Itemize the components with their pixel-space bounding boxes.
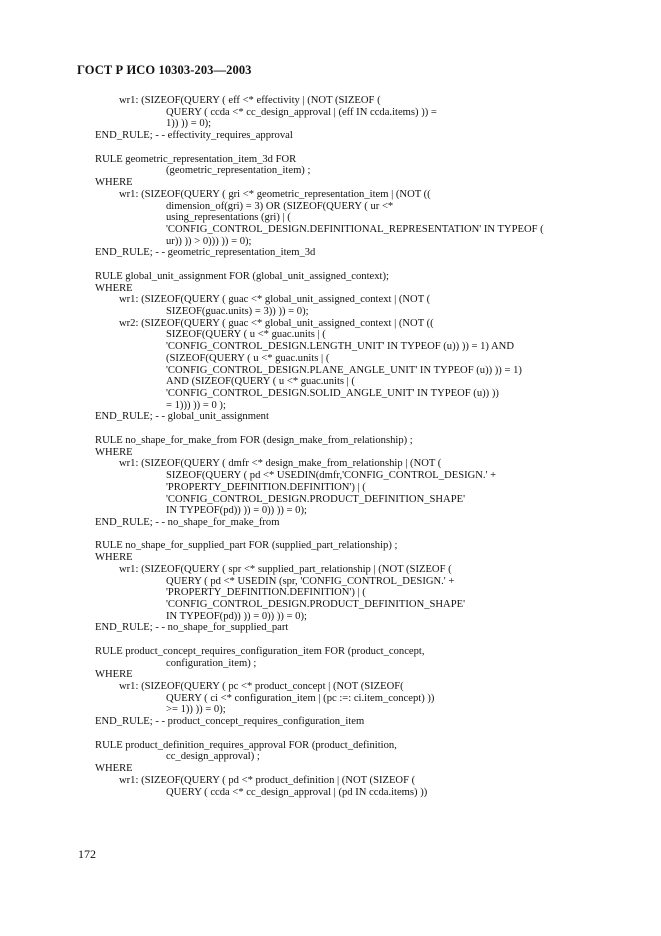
code-line: END_RULE; - - geometric_representation_item_3d [95, 247, 316, 259]
code-line: QUERY ( pd <* USEDIN (spr, 'CONFIG_CONTROL_DESIGN.' + [166, 575, 455, 587]
code-line: >= 1)) )) = 0); [166, 704, 226, 716]
code-line: wr1: (SIZEOF(QUERY ( guac <* global_unit_assigned_context | (NOT ( [119, 294, 431, 306]
code-line: WHERE [95, 446, 133, 458]
code-line: (SIZEOF(QUERY ( u <* guac.units | ( [166, 352, 330, 364]
code-line: configuration_item) ; [166, 657, 257, 669]
code-line: RULE product_definition_requires_approval FOR (product_definition, [95, 739, 397, 751]
code-line: END_RULE; - - product_concept_requires_configuration_item [95, 716, 365, 728]
code-line: QUERY ( ccda <* cc_design_approval | (pd IN ccda.items) )) [166, 786, 428, 798]
code-line: IN TYPEOF(pd)) )) = 0)) )) = 0); [166, 505, 307, 517]
code-line: dimension_of(gri) = 3) OR (SIZEOF(QUERY ( ur <* [166, 200, 394, 212]
document-header: ГОСТ Р ИСО 10303-203—2003 [77, 63, 252, 77]
code-line: WHERE [95, 552, 133, 564]
code-line: WHERE [95, 282, 133, 294]
code-line: wr1: (SIZEOF(QUERY ( eff <* effectivity | (NOT (SIZEOF ( [119, 95, 381, 106]
page-number: 172 [78, 847, 96, 861]
code-line: WHERE [95, 669, 133, 681]
code-line: wr2: (SIZEOF(QUERY ( guac <* global_unit_assigned_context | (NOT (( [119, 317, 434, 329]
code-line: RULE geometric_representation_item_3d FOR [95, 153, 297, 165]
code-line: 'CONFIG_CONTROL_DESIGN.LENGTH_UNIT' IN TYPEOF (u)) )) = 1) AND [166, 341, 514, 353]
code-line: QUERY ( ci <* configuration_item | (pc :=: ci.item_concept) )) [166, 692, 435, 704]
code-line: QUERY ( ccda <* cc_design_approval | (eff IN ccda.items) )) = [166, 106, 437, 118]
code-line: 'PROPERTY_DEFINITION.DEFINITION') | ( [166, 587, 366, 599]
code-line: WHERE [95, 763, 133, 774]
code-line: 1)) )) = 0); [166, 118, 212, 130]
code-line: ur)) )) > 0))) )) = 0); [166, 235, 252, 247]
code-line: 'CONFIG_CONTROL_DESIGN.PRODUCT_DEFINITION_SHAPE' [166, 493, 465, 505]
code-line: = 1))) )) = 0 ); [166, 399, 226, 411]
code-line: AND (SIZEOF(QUERY ( u <* guac.units | ( [166, 376, 355, 388]
code-line: SIZEOF(guac.units) = 3)) )) = 0); [166, 306, 309, 317]
code-line: RULE no_shape_for_make_from FOR (design_make_from_relationship) ; [95, 434, 413, 446]
code-line: WHERE [95, 177, 133, 188]
code-line: wr1: (SIZEOF(QUERY ( pc <* product_concept | (NOT (SIZEOF( [119, 681, 404, 692]
code-line: wr1: (SIZEOF(QUERY ( pd <* product_definition | (NOT (SIZEOF ( [119, 774, 416, 786]
code-line: 'PROPERTY_DEFINITION.DEFINITION') | ( [166, 481, 366, 493]
code-line: wr1: (SIZEOF(QUERY ( spr <* supplied_part_relationship | (NOT (SIZEOF ( [119, 563, 452, 575]
code-line: 'CONFIG_CONTROL_DESIGN.SOLID_ANGLE_UNIT' IN TYPEOF (u)) )) [166, 388, 499, 399]
code-line: SIZEOF(QUERY ( u <* guac.units | ( [166, 329, 326, 341]
code-line: wr1: (SIZEOF(QUERY ( dmfr <* design_make_from_relationship | (NOT ( [119, 458, 442, 470]
code-line: using_representations (gri) | ( [166, 212, 291, 224]
code-line: 'CONFIG_CONTROL_DESIGN.PLANE_ANGLE_UNIT' IN TYPEOF (u)) )) = 1) [166, 364, 522, 376]
code-line: SIZEOF(QUERY ( pd <* USEDIN(dmfr,'CONFIG_CONTROL_DESIGN.' + [166, 470, 497, 481]
code-line: END_RULE; - - effectivity_requires_approval [95, 130, 293, 142]
code-line: 'CONFIG_CONTROL_DESIGN.DEFINITIONAL_REPRESENTATION' IN TYPEOF ( [166, 223, 544, 235]
code-line: END_RULE; - - no_shape_for_supplied_part [95, 622, 289, 634]
code-line: RULE no_shape_for_supplied_part FOR (supplied_part_relationship) ; [95, 540, 398, 552]
code-line: cc_design_approval) ; [166, 751, 260, 763]
code-line: IN TYPEOF(pd)) )) = 0)) )) = 0); [166, 610, 307, 622]
code-line: wr1: (SIZEOF(QUERY ( gri <* geometric_representation_item | (NOT (( [119, 188, 431, 200]
code-line: END_RULE; - - no_shape_for_make_from [95, 516, 280, 528]
code-line: (geometric_representation_item) ; [166, 165, 311, 177]
code-line: 'CONFIG_CONTROL_DESIGN.PRODUCT_DEFINITION_SHAPE' [166, 599, 465, 610]
code-line: RULE product_concept_requires_configuration_item FOR (product_concept, [95, 645, 425, 657]
code-line: RULE global_unit_assignment FOR (global_unit_assigned_context); [95, 270, 389, 282]
code-line: END_RULE; - - global_unit_assignment [95, 411, 269, 423]
